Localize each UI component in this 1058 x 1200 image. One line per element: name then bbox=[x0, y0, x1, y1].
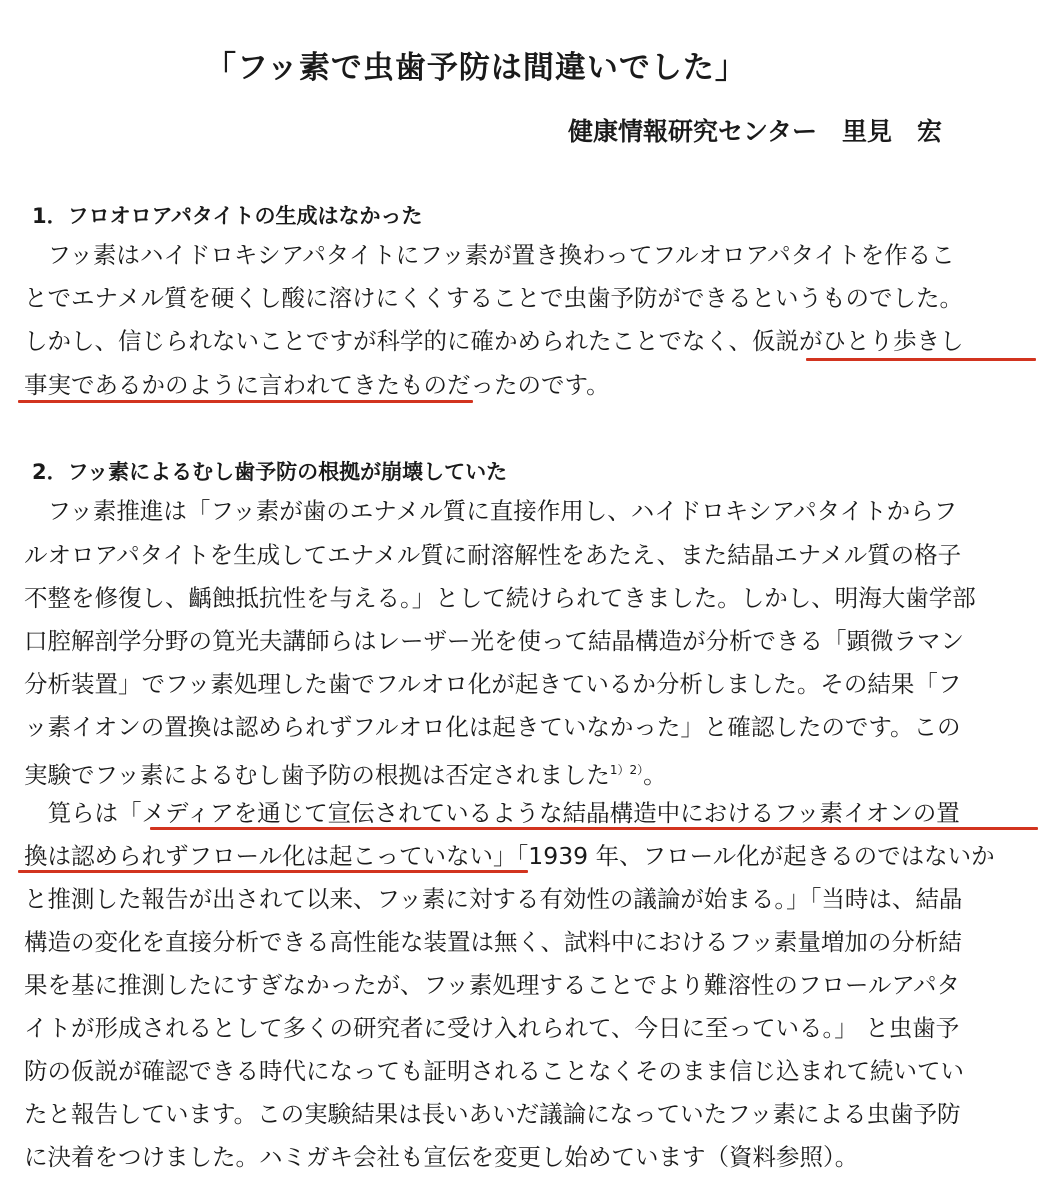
section-2-line: 果を基に推測したにすぎなかったが、フッ素処理することでより難溶性のフロールアパタ bbox=[24, 971, 961, 999]
section-2-line: フッ素推進は「フッ素が歯のエナメル質に直接作用し、ハイドロキシアパタイトからフ bbox=[24, 497, 958, 525]
section-2-line: 実験でフッ素によるむし歯予防の根拠は否定されました bbox=[24, 761, 610, 789]
highlight-underline bbox=[150, 827, 1038, 830]
section-1-heading: 1．フロオロアパタイトの生成はなかった bbox=[32, 204, 423, 228]
footnote-tail: 。 bbox=[643, 761, 667, 789]
section-2-line: イトが形成されるとして多くの研究者に受け入れられて、今日に至っている。」 と虫歯予 bbox=[24, 1014, 960, 1042]
section-1-line: フッ素はハイドロキシアパタイトにフッ素が置き換わってフルオロアパタイトを作るこ bbox=[24, 241, 955, 269]
section-1-line: しかし、信じられないことですが科学的に確かめられたことでなく、仮説がひとり歩きし bbox=[24, 327, 964, 355]
section-2-line: 防の仮説が確認できる時代になっても証明されることなくそのまま信じ込まれて続いてい bbox=[24, 1057, 964, 1085]
section-2-line: 分析装置」でフッ素処理した歯でフルオロ化が起きているか分析しました。その結果「フ bbox=[24, 670, 962, 698]
section-2-line: に決着をつけました。ハミガキ会社も宣伝を変更し始めています（資料参照）。 bbox=[24, 1143, 859, 1171]
author-line: 健康情報研究センター 里見 宏 bbox=[568, 117, 943, 146]
section-2-line: たと報告しています。この実験結果は長いあいだ議論になっていたフッ素による虫歯予防 bbox=[24, 1100, 961, 1128]
section-2-line: ルオロアパタイトを生成してエナメル質に耐溶解性をあたえ、また結晶エナメル質の格子 bbox=[24, 541, 962, 569]
highlight-underline bbox=[18, 400, 473, 403]
section-2-line-with-footnote bbox=[24, 755, 667, 790]
section-2-line: と推測した報告が出されて以来、フッ素に対する有効性の議論が始まる。」「当時は、結晶 bbox=[24, 885, 963, 913]
section-1-line: とでエナメル質を硬くし酸に溶けにくくすることで虫歯予防ができるというものでした。 bbox=[24, 284, 964, 312]
highlight-underline bbox=[806, 358, 1036, 361]
section-2-heading: 2．フッ素によるむし歯予防の根拠が崩壊していた bbox=[32, 460, 508, 484]
section-2-line: 口腔解剖学分野の筧光夫講師らはレーザー光を使って結晶構造が分析できる「顕微ラマン bbox=[24, 627, 964, 655]
section-2-line: 不整を修復し、齲蝕抵抗性を与える。」として続けられてきました。しかし、明海大歯学部 bbox=[24, 584, 976, 612]
section-2-line: 構造の変化を直接分析できる高性能な装置は無く、試料中におけるフッ素量増加の分析結 bbox=[24, 928, 962, 956]
document-title: 「フッ素で虫歯予防は間違いでした」 bbox=[205, 50, 747, 86]
footnote-reference: 1）2） bbox=[609, 763, 644, 777]
section-2-line: ッ素イオンの置換は認められずフルオロ化は起きていなかった」と確認したのです。この bbox=[24, 713, 961, 741]
section-2-line: 換は認められずフロール化は起こっていない」「1939 年、フロール化が起きるのではないか bbox=[24, 842, 995, 870]
section-2-line: 筧らは「メディアを通じて宣伝されているような結晶構造中におけるフッ素イオンの置 bbox=[24, 799, 960, 827]
section-1-line: 事実であるかのように言われてきたものだったのです。 bbox=[24, 371, 610, 399]
highlight-underline bbox=[18, 870, 528, 873]
